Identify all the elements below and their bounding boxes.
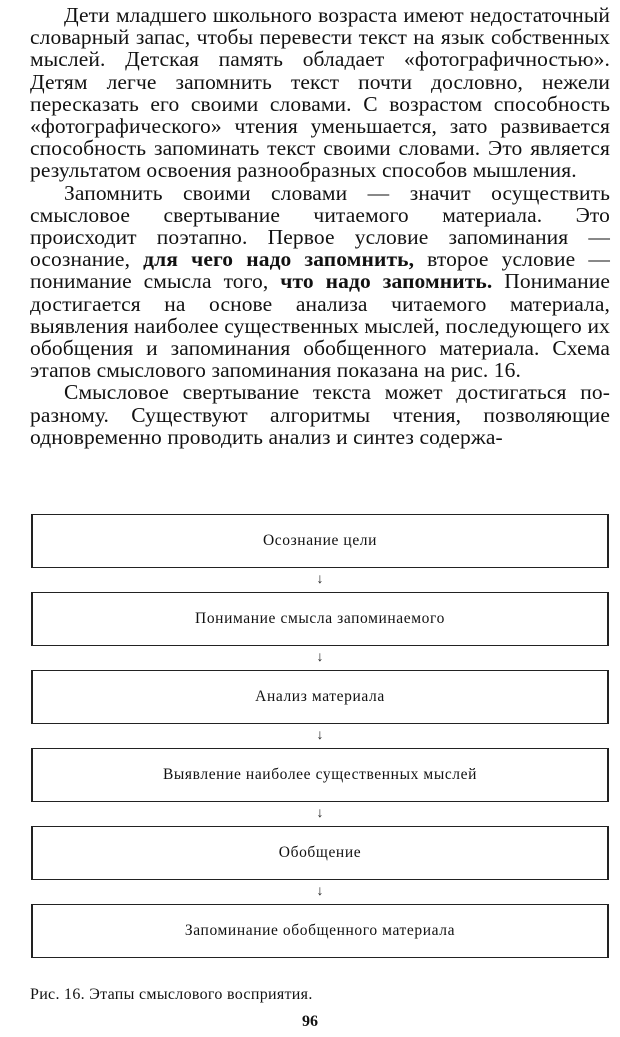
stage-label: Понимание смысла запоминаемого (195, 610, 445, 627)
page-number: 96 (302, 1013, 318, 1030)
stage-box-goal-awareness (31, 514, 609, 568)
stage-box-generalization (31, 826, 609, 880)
stage-box-memorization (31, 904, 609, 958)
down-arrow-icon: ↓ (316, 806, 324, 821)
figure-caption: Рис. 16. Этапы смыслового восприятия. (30, 986, 313, 1003)
paragraph-1: Дети младшего школьного возраста имеют недостаточный словарный запас, чтобы перевести текст на язык собственных мыслей. Детская память обладает «фотографичностью». Детям легче запомнить текст почти дословно, нежели пересказать его своими словами. С возрастом способность «фотографического» чтения уменьшается, зато развивается способность запоминать текст своими словами. Это является результатом освоения разнообразных способов мышления. (30, 3, 610, 183)
paragraph-2-part-2: второе условие — понимание смысла того, (30, 247, 610, 294)
stage-box-analysis (31, 670, 609, 724)
paragraph-2-part-1: Запомнить своими словами — значит осуществить смысловое свертывание читаемого материала. Это происходит поэтапно. Первое условие запоминания — осознание, (30, 180, 610, 272)
stage-label: Осознание цели (262, 532, 378, 549)
stage-label: Выявление наиболее существенных мыслей (162, 766, 478, 783)
paragraph-2-part-3: Понимание достигается на основе анализа читаемого материала, выявления наиболее существенных мыслей, последующего их обобщения и запоминания обобщенного материала. Схема этапов смыслового запоминания показана на рис. 16. (30, 269, 611, 383)
stage-label: Анализ материала (255, 688, 385, 705)
down-arrow-icon: ↓ (316, 572, 324, 587)
paragraph-3: Смысловое свертывание текста может достигаться по-разному. Существуют алгоритмы чтения, позволяющие одновременно проводить анализ и синтез содержа- (30, 380, 610, 449)
paragraph-2 (30, 182, 610, 382)
down-arrow-icon: ↓ (316, 728, 324, 743)
stage-label: Обобщение (278, 844, 362, 861)
down-arrow-icon: ↓ (316, 650, 324, 665)
stage-label: Запоминание обобщенного материала (184, 922, 456, 939)
down-arrow-icon: ↓ (316, 884, 324, 899)
emphasis-what-remember: что надо запомнить. (280, 269, 493, 294)
stages-flow-diagram (31, 514, 609, 958)
emphasis-why-remember: для чего надо запомнить, (143, 247, 415, 272)
body-text (30, 4, 610, 448)
stage-box-understanding (31, 592, 609, 646)
stage-box-key-ideas (31, 748, 609, 802)
